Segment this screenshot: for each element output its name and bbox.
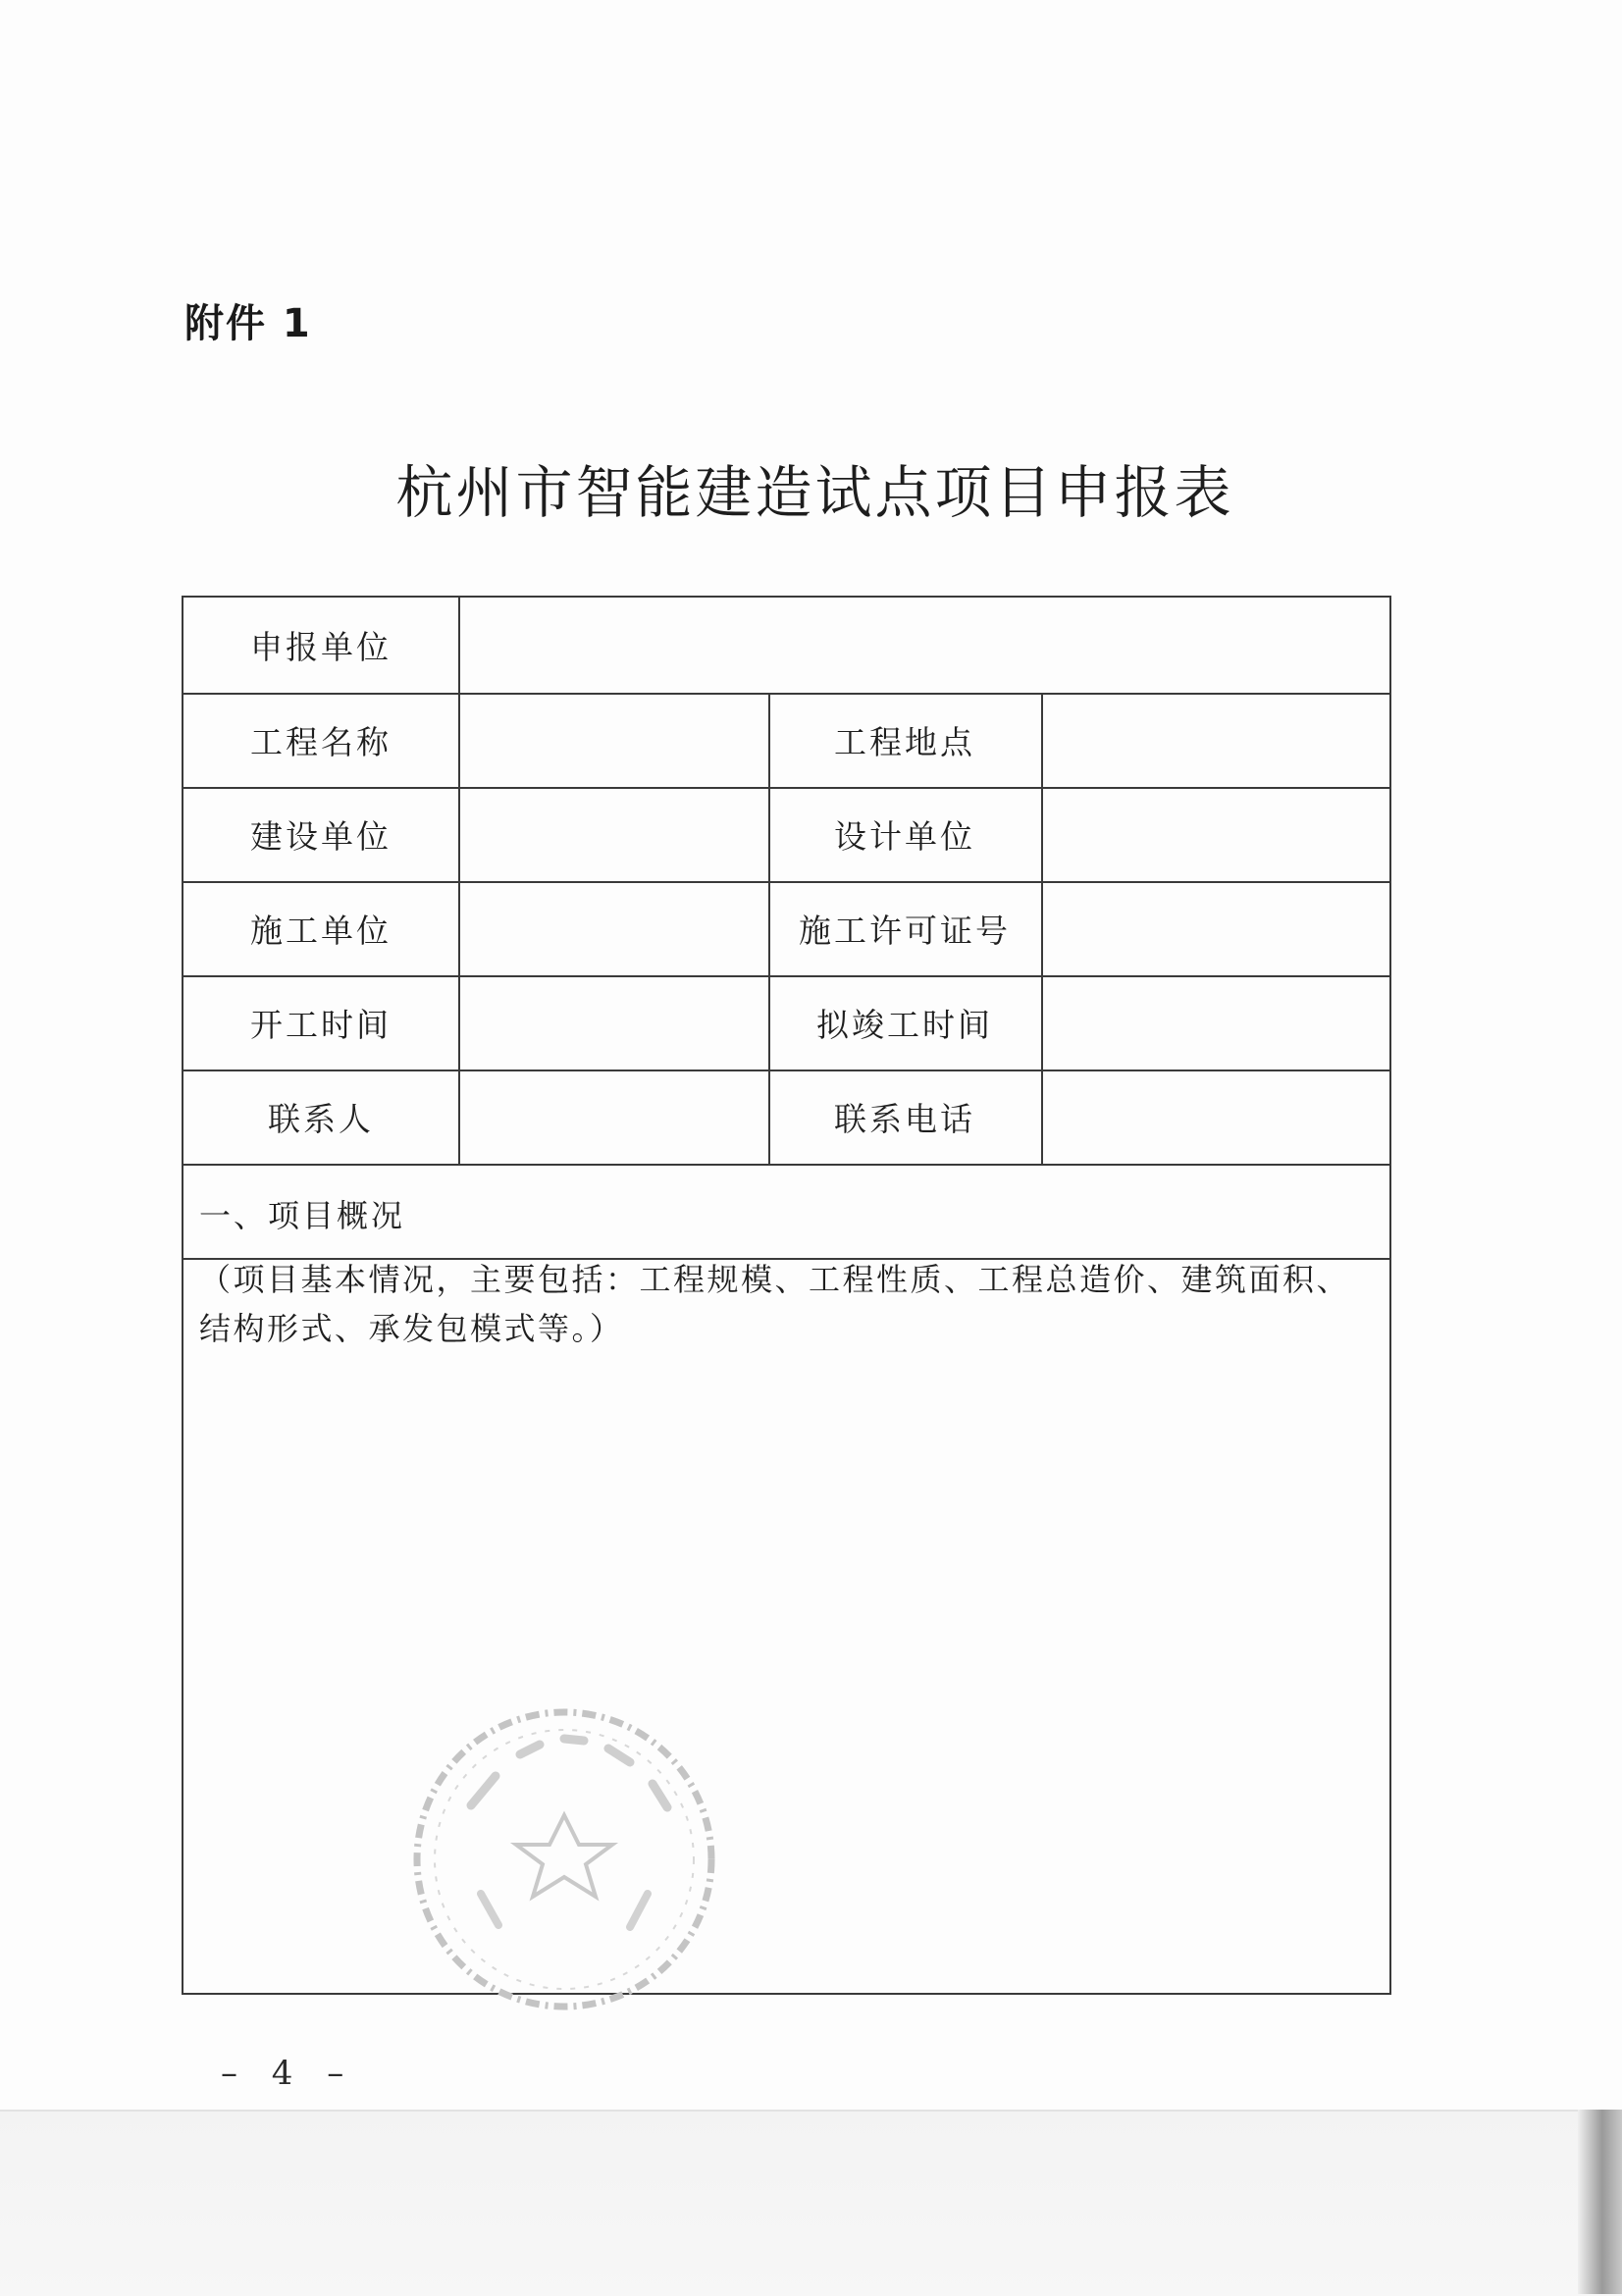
applicant-field[interactable] xyxy=(460,598,1389,693)
scan-edge-shadow xyxy=(1578,2110,1622,2294)
contact-person-field[interactable] xyxy=(460,1070,768,1164)
construction-unit-label: 施工单位 xyxy=(250,911,392,950)
project-name-field[interactable] xyxy=(460,693,768,787)
page-title: 杭州市智能建造试点项目申报表 xyxy=(395,459,1234,526)
owner-unit-field[interactable] xyxy=(460,787,768,881)
start-date-label: 开工时间 xyxy=(250,1005,392,1044)
contact-person-label: 联系人 xyxy=(268,1099,374,1138)
permit-number-label: 施工许可证号 xyxy=(799,911,1011,950)
design-unit-label: 设计单位 xyxy=(834,816,975,856)
applicant-label: 申报单位 xyxy=(250,628,392,666)
design-unit-field[interactable] xyxy=(1043,787,1389,881)
seal-stamp-image xyxy=(402,1697,726,2021)
start-date-field[interactable] xyxy=(460,975,768,1070)
section-heading: 一、项目概况 xyxy=(199,1197,406,1234)
project-location-label: 工程地点 xyxy=(834,722,975,761)
contact-phone-label: 联系电话 xyxy=(834,1099,975,1138)
scan-bottom-band xyxy=(0,2110,1622,2296)
project-location-field[interactable] xyxy=(1043,693,1389,787)
contact-phone-field[interactable] xyxy=(1043,1070,1389,1164)
attachment-label: 附件 1 xyxy=(184,301,312,346)
completion-date-field[interactable] xyxy=(1043,975,1389,1070)
completion-date-label: 拟竣工时间 xyxy=(816,1005,993,1044)
page-number: – 4 – xyxy=(221,2054,356,2093)
project-name-label: 工程名称 xyxy=(250,722,392,761)
permit-number-field[interactable] xyxy=(1043,881,1389,975)
section-instructions: （项目基本情况，主要包括：工程规模、工程性质、工程总造价、建筑面积、结构形式、承发包模式等。） xyxy=(199,1261,1351,1347)
application-form xyxy=(182,596,1391,1995)
construction-unit-field[interactable] xyxy=(460,881,768,975)
row-divider xyxy=(183,1164,1389,1166)
owner-unit-label: 建设单位 xyxy=(250,816,392,856)
